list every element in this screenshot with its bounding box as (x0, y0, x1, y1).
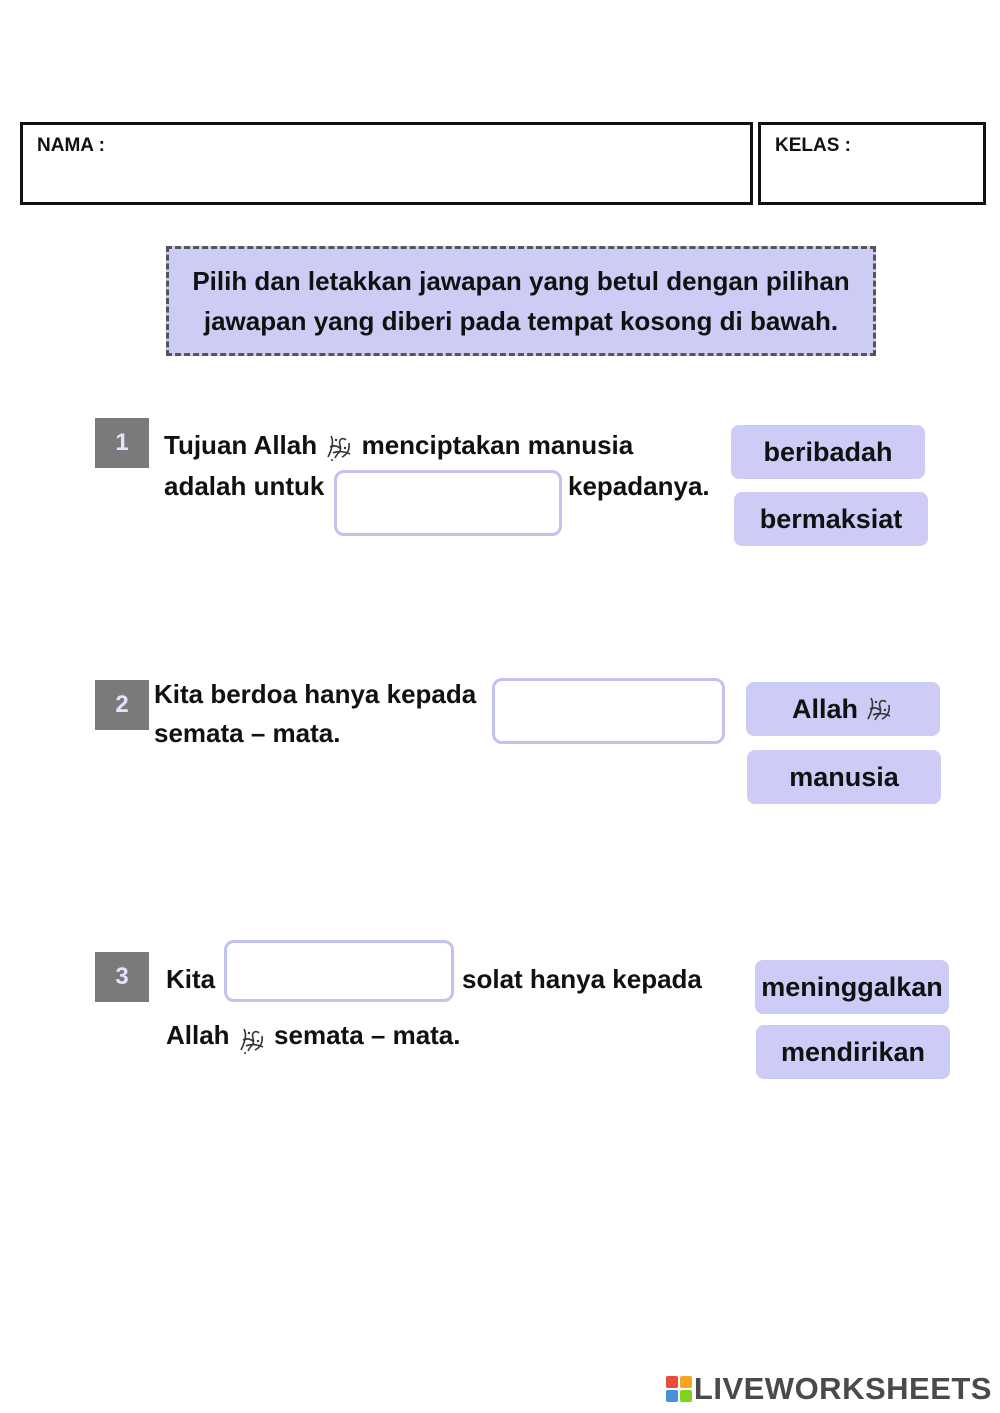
answer-blank-1[interactable] (334, 470, 562, 536)
question-number-3: 3 (95, 952, 149, 1002)
class-field[interactable] (758, 122, 986, 205)
option-mendirikan[interactable]: mendirikan (756, 1025, 950, 1079)
liveworksheets-brand: LIVEWORKSHEETS (693, 1371, 992, 1406)
answer-blank-3[interactable] (224, 940, 454, 1002)
question-1-text-b: menciptakan manusia (361, 430, 634, 460)
option-bermaksiat[interactable]: bermaksiat (734, 492, 928, 546)
option-meninggalkan[interactable]: meninggalkan (755, 960, 949, 1014)
name-label: NAMA : (37, 135, 105, 156)
question-1-line-1 (164, 430, 633, 463)
option-beribadah[interactable]: beribadah (731, 425, 925, 479)
class-label: KELAS : (775, 135, 851, 156)
option-manusia[interactable]: manusia (747, 750, 941, 804)
option-allah[interactable] (746, 682, 940, 736)
allah-swt-calligraphy-icon (237, 1024, 267, 1056)
name-field[interactable] (20, 122, 753, 205)
question-1-text-a: Tujuan Allah (164, 430, 318, 460)
instruction-box (166, 246, 876, 356)
option-allah-label: Allah (791, 693, 858, 724)
allah-swt-calligraphy-icon (324, 431, 354, 463)
question-1-text-c: adalah untuk (164, 471, 325, 501)
liveworksheets-logo-icon (666, 1376, 692, 1402)
instruction-line-1: Pilih dan letakkan jawapan yang betul dengan pilihan (192, 266, 850, 296)
question-number-2: 2 (95, 680, 149, 730)
question-1-text-d: kepadanya. (568, 471, 710, 501)
instruction-line-2: jawapan yang diberi pada tempat kosong di bawah. (203, 306, 839, 336)
question-3-text-d: semata – mata. (274, 1019, 461, 1050)
answer-blank-2[interactable] (492, 678, 725, 744)
liveworksheets-logo (666, 1371, 992, 1407)
allah-swt-calligraphy-icon (864, 693, 894, 725)
question-2-text-a: Kita berdoa hanya kepada (154, 679, 477, 709)
question-3-text-b: solat hanya kepada (462, 964, 702, 994)
question-3-line-2 (166, 1018, 461, 1056)
question-number-1: 1 (95, 418, 149, 468)
question-3-text-a: Kita (166, 964, 216, 994)
question-3-text-c: Allah (166, 1019, 230, 1050)
question-2-text-b: semata – mata. (154, 718, 341, 748)
